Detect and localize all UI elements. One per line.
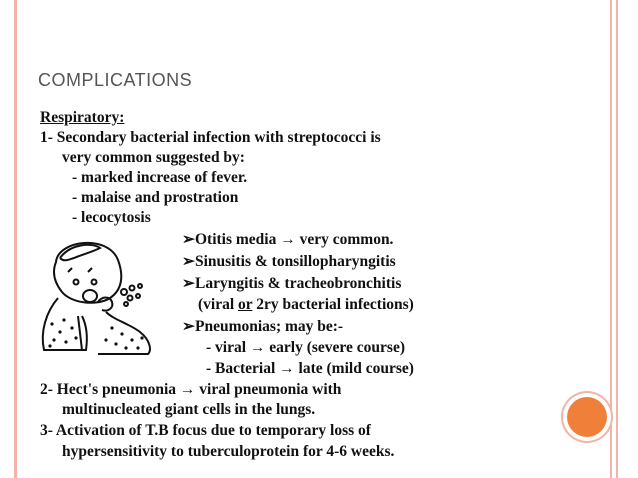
coughing-child-illustration-icon xyxy=(38,232,168,362)
otitis-media: ➢Otitis media → very common. xyxy=(182,231,394,248)
pneumonia-viral: - viral → early (severe course) xyxy=(206,339,405,356)
sign-fever: - marked increase of fever. xyxy=(72,169,248,186)
point-3-line-2: hypersensitivity to tuberculoprotein for 4-6 weeks. xyxy=(62,443,395,460)
left-accent-stripe xyxy=(14,0,17,478)
laryngitis-note xyxy=(198,295,414,315)
note-or: or xyxy=(238,296,253,313)
sign-malaise: - malaise and prostration xyxy=(72,189,239,206)
slide-title: COMPLICATIONS xyxy=(38,70,193,90)
note-part-2: 2ry bacterial infections) xyxy=(252,296,414,313)
laryngitis: ➢Laryngitis & tracheobronchitis xyxy=(182,275,402,292)
pneumonias: ➢Pneumonias; may be:- xyxy=(182,318,344,335)
point-3-line-1: 3- Activation of T.B focus due to temporary loss of xyxy=(40,422,371,439)
right-accent-stripe xyxy=(610,0,612,478)
note-part-1: (viral xyxy=(198,296,239,313)
orange-circle-decoration xyxy=(567,397,607,437)
point-2-line-2: multinucleated giant cells in the lungs. xyxy=(62,401,316,418)
point-1-line-1: 1- Secondary bacterial infection with streptococci is xyxy=(40,129,381,146)
point-2-line-1: 2- Hect's pneumonia → viral pneumonia with xyxy=(40,381,342,398)
section-heading: Respiratory: xyxy=(40,109,125,126)
sign-lecocytosis: - lecocytosis xyxy=(72,209,151,226)
point-1-line-2: very common suggested by: xyxy=(62,149,245,166)
pneumonia-bacterial: - Bacterial → late (mild course) xyxy=(206,360,414,377)
sinusitis: ➢Sinusitis & tonsillopharyngitis xyxy=(182,253,396,270)
right-accent-stripe-outer xyxy=(616,0,618,478)
